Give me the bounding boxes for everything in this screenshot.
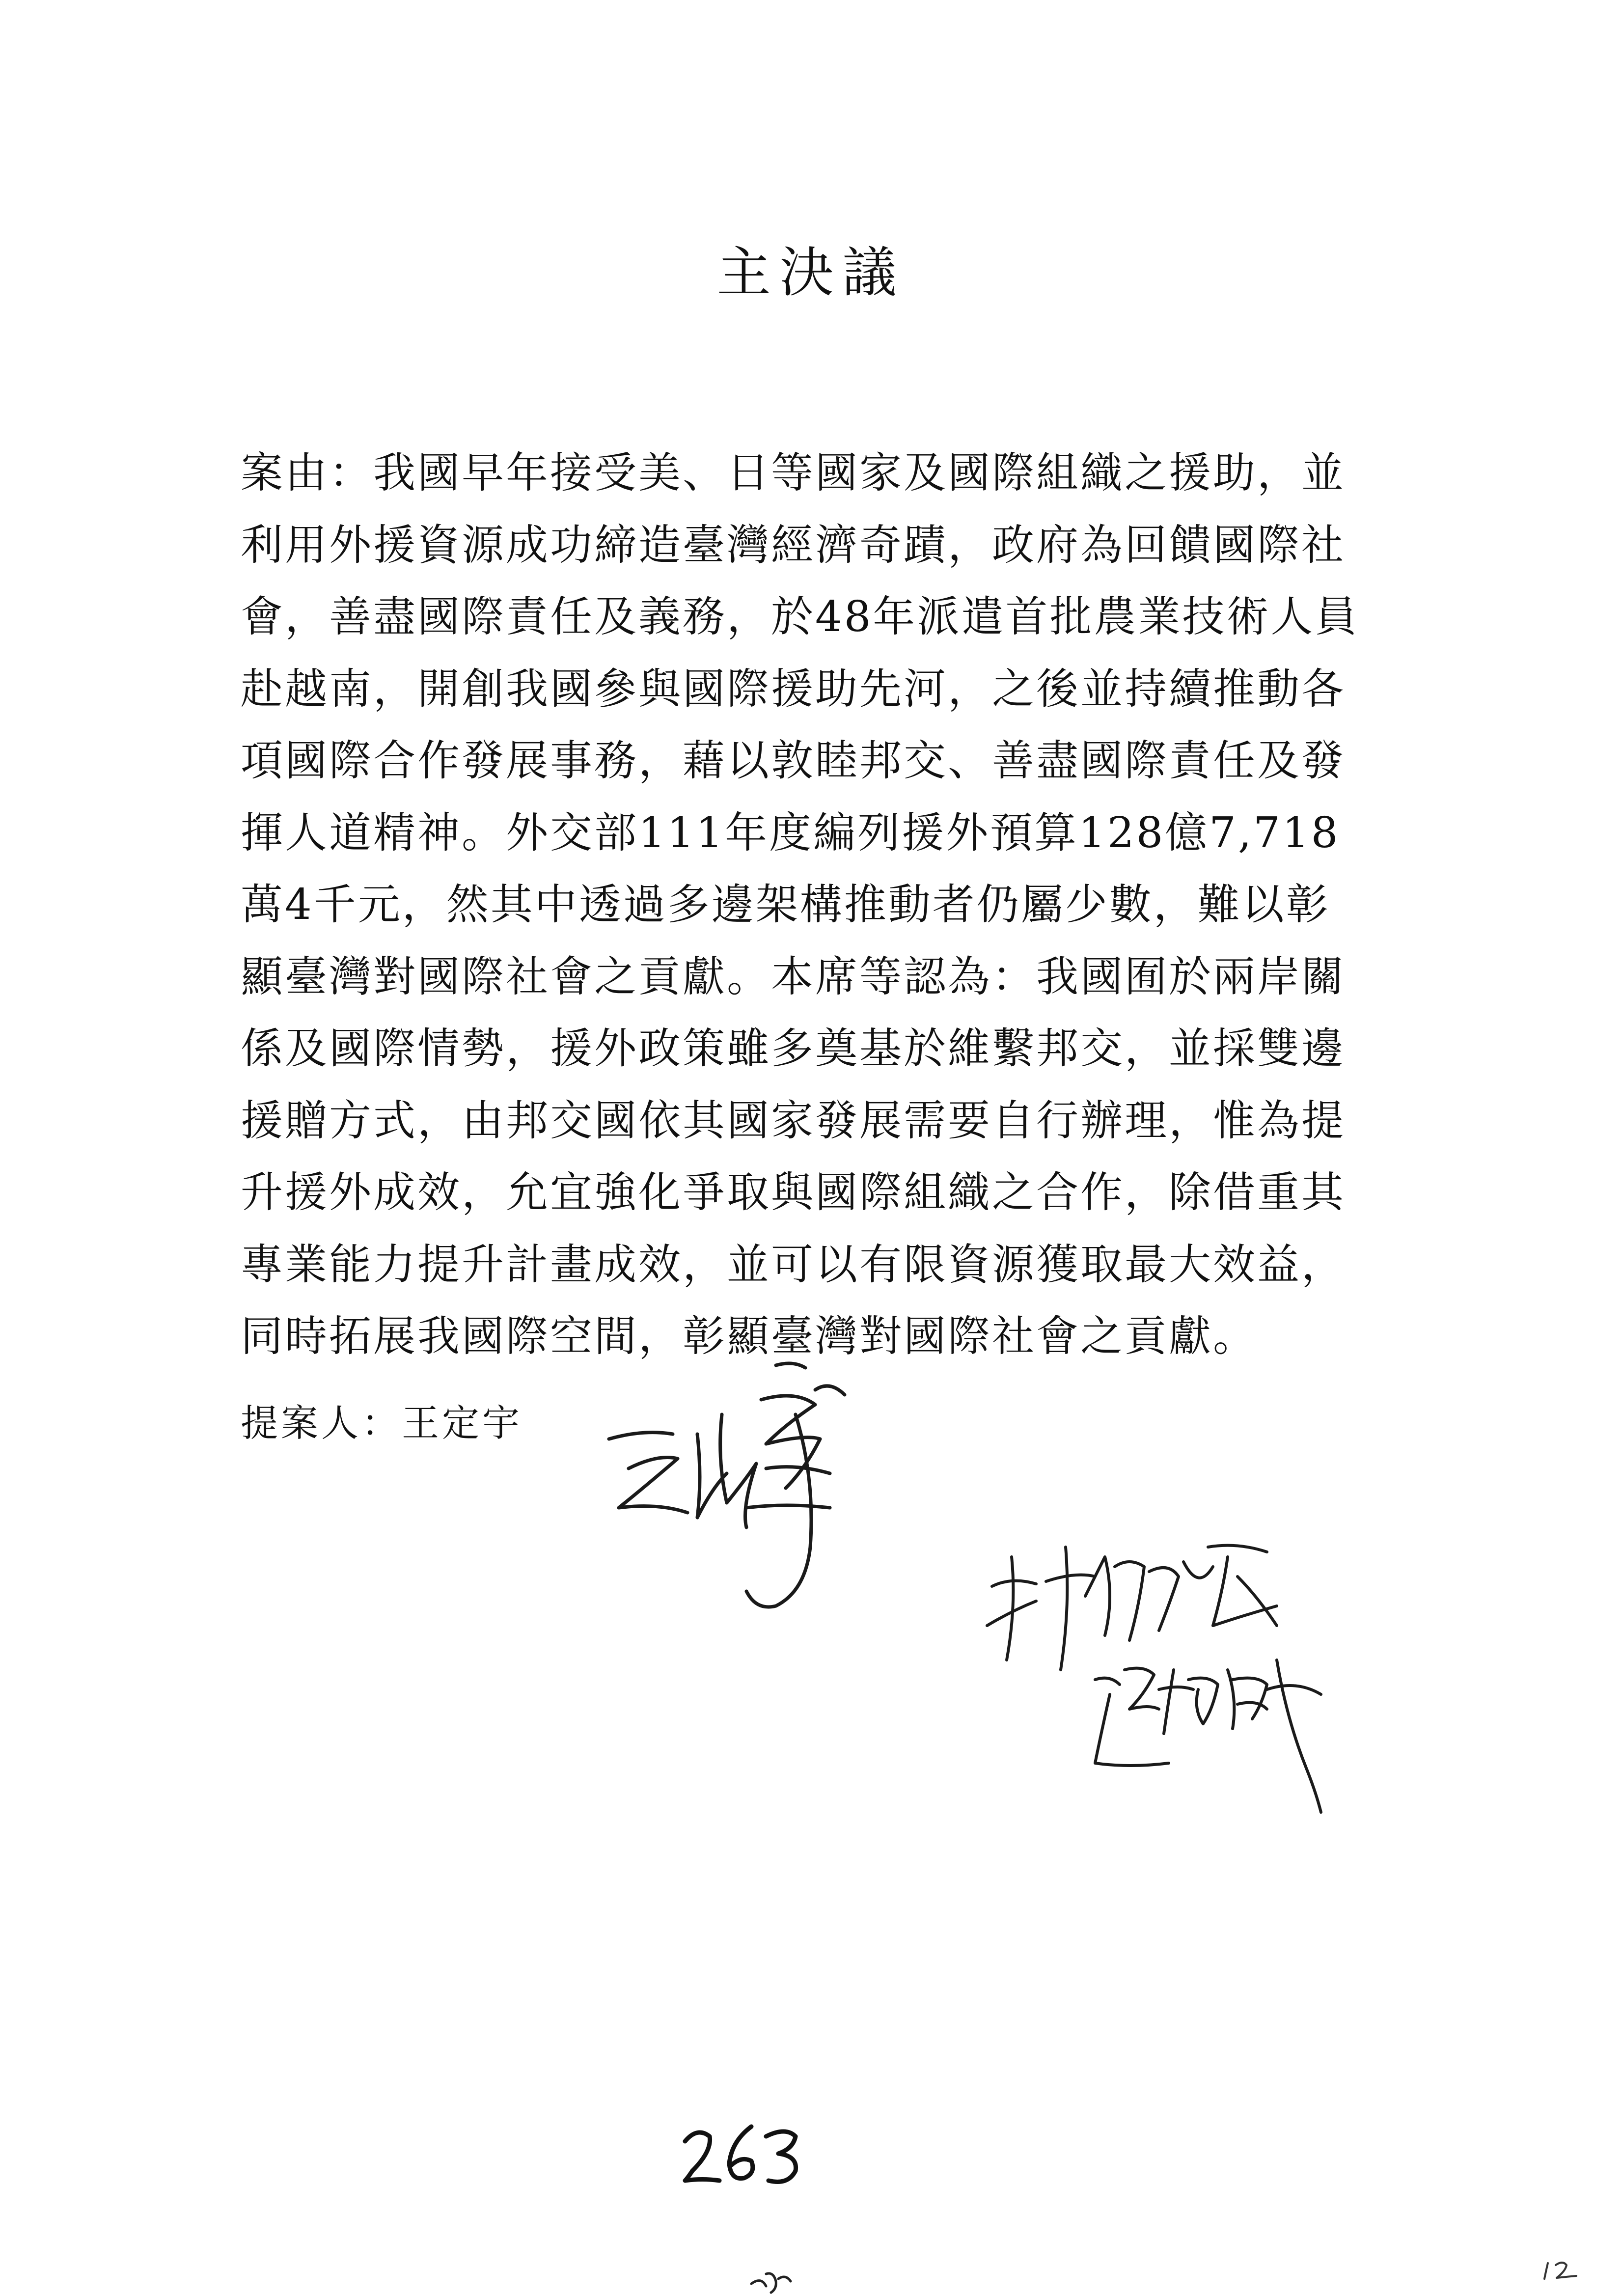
body-line: 升援外成效，允宜強化爭取與國際組織之合作，除借重其 bbox=[241, 1168, 1346, 1217]
handwritten-page-number bbox=[678, 2107, 805, 2195]
handwritten-signature-proposer bbox=[599, 1360, 879, 1655]
document-title: 主決議 bbox=[716, 241, 906, 304]
proposer-label: 提案人：王定宇 bbox=[241, 1401, 522, 1445]
body-line: 利用外援資源成功締造臺灣經濟奇蹟，政府為回饋國際社 bbox=[241, 520, 1346, 570]
handwritten-signature-cosigner-2 bbox=[1090, 1650, 1326, 1817]
body-line: 係及國際情勢，援外政策雖多奠基於維繫邦交，並採雙邊 bbox=[241, 1024, 1346, 1073]
corner-page-number bbox=[1542, 2254, 1581, 2284]
partial-handwritten-mark bbox=[746, 2259, 796, 2294]
body-line: 赴越南，開創我國參與國際援助先河，之後並持續推動各 bbox=[241, 664, 1346, 714]
body-line: 案由：我國早年接受美、日等國家及國際組織之援助，並 bbox=[241, 448, 1346, 498]
body-line: 同時拓展我國際空間，彰顯臺灣對國際社會之貢獻。 bbox=[241, 1312, 1257, 1361]
body-line: 援贈方式，由邦交國依其國家發展需要自行辦理，惟為提 bbox=[241, 1096, 1346, 1145]
body-line: 萬4千元，然其中透過多邊架構推動者仍屬少數，難以彰 bbox=[241, 880, 1330, 929]
body-line: 顯臺灣對國際社會之貢獻。本席等認為：我國囿於兩岸關 bbox=[241, 952, 1346, 1001]
resolution-body bbox=[241, 437, 1370, 1373]
body-line: 項國際合作發展事務，藉以敦睦邦交、善盡國際責任及發 bbox=[241, 736, 1346, 785]
body-line: 會，善盡國際責任及義務，於48年派遣首批農業技術人員 bbox=[241, 592, 1359, 641]
body-line: 專業能力提升計畫成效，並可以有限資源獲取最大效益， bbox=[241, 1240, 1346, 1289]
body-line: 揮人道精神。外交部111年度編列援外預算128億7,718 bbox=[241, 808, 1340, 858]
